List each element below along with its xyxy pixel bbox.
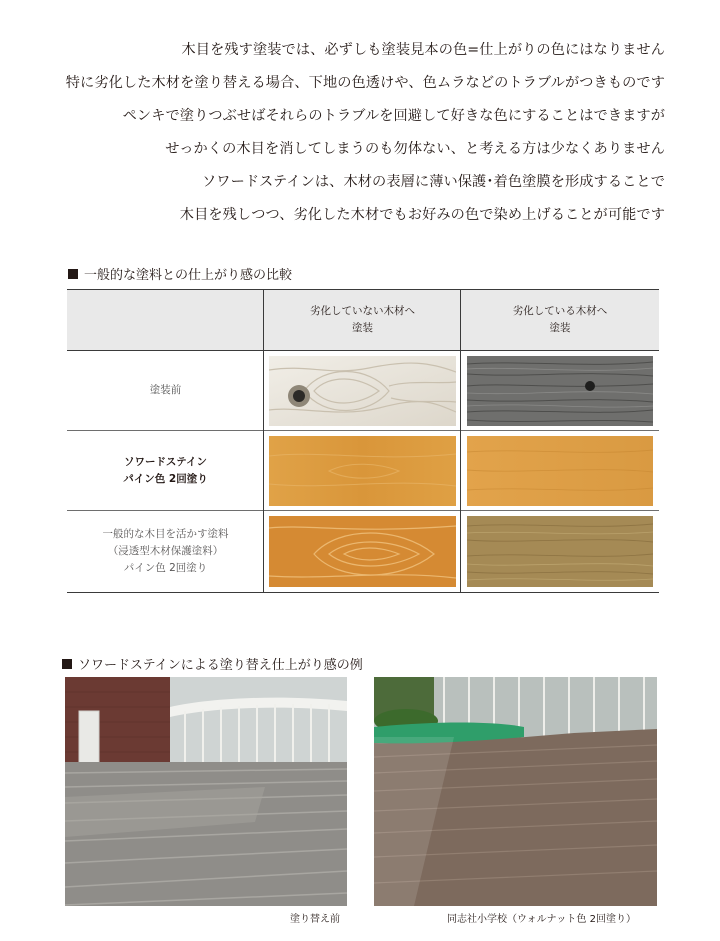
row-label-line: パイン色 2回塗り xyxy=(123,562,208,574)
row-label xyxy=(67,351,264,430)
row-label xyxy=(67,511,264,592)
swatch-fresh-sword-stain xyxy=(269,436,456,506)
wood-knot-center xyxy=(293,390,305,402)
intro-line: せっかくの木目を消してしまうのも勿体ない、と考える方は少なくありません xyxy=(165,141,665,157)
column-header-weathered xyxy=(461,290,659,350)
generic-stain-base xyxy=(467,516,653,587)
row-label-line: パイン色 2回塗り xyxy=(123,472,208,485)
row-label-line: （浸透型木材保護塗料） xyxy=(107,545,224,557)
comparison-table xyxy=(67,289,659,593)
after-caption: 同志社小学校（ウォルナット色 2回塗り） xyxy=(447,914,636,925)
intro-line: ソワードステインは、木材の表層に薄い保護･着色塗膜を形成することで xyxy=(202,174,665,190)
column-header-line: 劣化していない木材へ xyxy=(310,305,415,317)
intro-line: 特に劣化した木材を塗り替える場合、下地の色透けや、色ムラなどのトラブルがつきものです xyxy=(65,75,665,91)
intro-line: 木目を残しつつ、劣化した木材でもお好みの色で染め上げることが可能です xyxy=(179,207,665,223)
intro-line: ペンキで塗りつぶせばそれらのトラブルを回避して好きな色にすることはできますが xyxy=(122,108,665,124)
comparison-title: 一般的な塗料との仕上がり感の比較 xyxy=(84,268,293,283)
table-divider xyxy=(263,290,264,592)
swatch-fresh-generic xyxy=(269,516,456,587)
table-row-generic xyxy=(67,511,659,592)
row-label xyxy=(67,431,264,510)
photo-after xyxy=(374,677,657,906)
table-divider xyxy=(460,290,461,592)
square-bullet-icon xyxy=(68,269,78,279)
row-label-line: 一般的な木目を活かす塗料 xyxy=(102,528,229,540)
row-label-line: ソワードステイン xyxy=(124,455,207,468)
wood-knot xyxy=(585,381,595,391)
examples-title: ソワードステインによる塗り替え仕上がり感の例 xyxy=(78,658,363,673)
comparison-heading xyxy=(68,264,292,283)
square-bullet-icon xyxy=(62,659,72,669)
intro-text xyxy=(5,38,665,236)
row-label-line: 塗装前 xyxy=(149,384,182,396)
door xyxy=(79,711,99,763)
swatch-weathered-before xyxy=(467,356,653,426)
examples-heading xyxy=(62,654,363,673)
pine-stain-base xyxy=(269,436,456,506)
column-header-line: 劣化している木材へ xyxy=(512,305,608,317)
before-caption: 塗り替え前 xyxy=(290,914,340,925)
swatch-weathered-generic xyxy=(467,516,653,587)
table-row-sword-stain xyxy=(67,431,659,511)
swatch-fresh-before xyxy=(269,356,456,426)
table-header-row xyxy=(67,290,659,351)
swatch-weathered-sword-stain xyxy=(467,436,653,506)
column-header-line: 塗装 xyxy=(549,322,571,334)
grey-wood-base xyxy=(467,356,653,426)
glass-facade xyxy=(170,677,347,767)
column-header-fresh xyxy=(264,290,461,350)
intro-line: 木目を残す塗装では、必ずしも塗装見本の色=仕上がりの色にはなりません xyxy=(181,42,665,58)
column-header-line: 塗装 xyxy=(352,322,373,334)
photo-before xyxy=(65,677,347,906)
table-row-before xyxy=(67,351,659,431)
